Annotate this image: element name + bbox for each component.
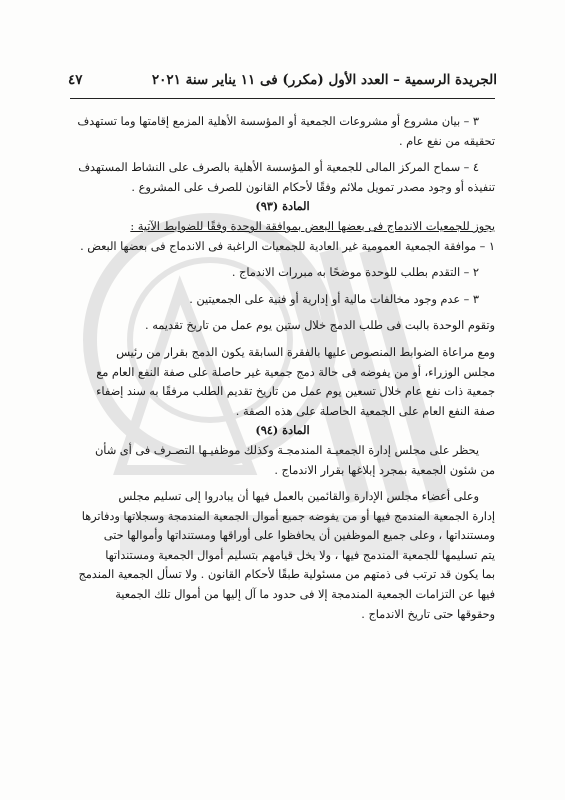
text-line: تحقيقه من نفع عام . xyxy=(399,134,495,148)
text-line: ومستنداتها ، وعلى جميع الموظفين أن يحافظوا على أوراقها ومستنداتها وأموالها حتى xyxy=(103,529,495,543)
document-body xyxy=(70,112,495,624)
text-line: ٢ – التقدم بطلب للوحدة موضحًا به مبررات الاندماج . xyxy=(231,266,479,280)
text-line: صفة النفع العام على الجمعية الحاصلة على هذه الصفة . xyxy=(235,404,495,418)
text-line: ٤ – سماح المركز المالى للجمعية أو المؤسسة الأهلية بالصرف على النشاط المستهدف xyxy=(78,161,479,175)
text-line: وتقوم الوحدة بالبت فى طلب الدمج خلال ستين يوم عمل من تاريخ تقديمه . xyxy=(145,319,495,333)
text-line: ٣ – عدم وجود مخالفات مالية أو إدارية أو فنية على الجمعيتين . xyxy=(189,292,479,306)
text-line: مجلس الوزراء، أو من يفوضه فى حالة دمج جمعية غير حاصلة على صفة النفع العام مع xyxy=(96,365,495,379)
header-divider xyxy=(70,98,495,99)
text-line: جمعية ذات نفع عام خلال تسعين يوم عمل من تاريخ تقديم الطلب مرفقًا به سند إضفاء xyxy=(96,385,495,399)
article-93-heading: المادة (٩٣) xyxy=(255,199,310,214)
article-94-heading: المادة (٩٤) xyxy=(255,423,310,438)
text-line: ٣ – بيان مشروع أو مشروعات الجمعية أو المؤسسة الأهلية المزمع إقامتها وما تستهدف xyxy=(77,115,479,128)
text-line: من شئون الجمعية بمجرد إبلاغها بقرار الاندماج . xyxy=(274,463,495,477)
text-line: فيها عن التزامات الجمعية المندمجة إلا فى حدود ما آل إليها من أموال تلك الجمعية xyxy=(115,588,495,602)
text-line: وحقوقها حتى تاريخ الاندماج . xyxy=(361,607,495,621)
text-line: ١ – موافقة الجمعية العمومية غير العادية للجمعيات الراغبة فى الاندماج فى بعضها البعض . xyxy=(80,239,495,253)
text-line: وعلى أعضاء مجلس الإدارة والقائمين بالعمل فيها أن يبادروا إلى تسليم مجلس xyxy=(118,490,479,504)
header-title: الجريدة الرسمية – العدد الأول (مكرر) فى ١١ يناير سنة ٢٠٢١ xyxy=(151,72,497,88)
text-line: يتم تسليمها للجمعية المندمج فيها ، ولا يخل قيامهم بتسليم أموال الجمعية ومستنداتها xyxy=(105,548,495,562)
page-number: ٤٧ xyxy=(68,72,83,88)
page-header xyxy=(68,66,497,94)
text-line: يجوز للجمعيات الاندماج فى بعضها البعض بموافقة الوحدة وفقًا للضوابط الآتية : xyxy=(130,219,495,233)
text-line: يحظر على مجلس إدارة الجمعيـة المندمجـة وكذلك موظفيـها التصـرف فى أى شأن xyxy=(94,443,479,457)
text-line: ومع مراعاة الضوابط المنصوص عليها بالفقرة السابقة يكون الدمج بقرار من رئيس xyxy=(116,345,495,359)
text-line: تنفيذه أو وجود مصدر تمويل ملائم وفقًا لأحكام القانون للصرف على المشروع . xyxy=(131,180,495,194)
text-line: بما يكون قد ترتب فى ذمتهم من مسئولية طبقًا لأحكام القانون . ولا تسأل الجمعية المندمج xyxy=(78,568,495,582)
text-line: إدارة الجمعية المندمج فيها أو من يفوضه جميع أموال الجمعية المندمجة وسجلاتها ودفاترها xyxy=(81,509,495,523)
